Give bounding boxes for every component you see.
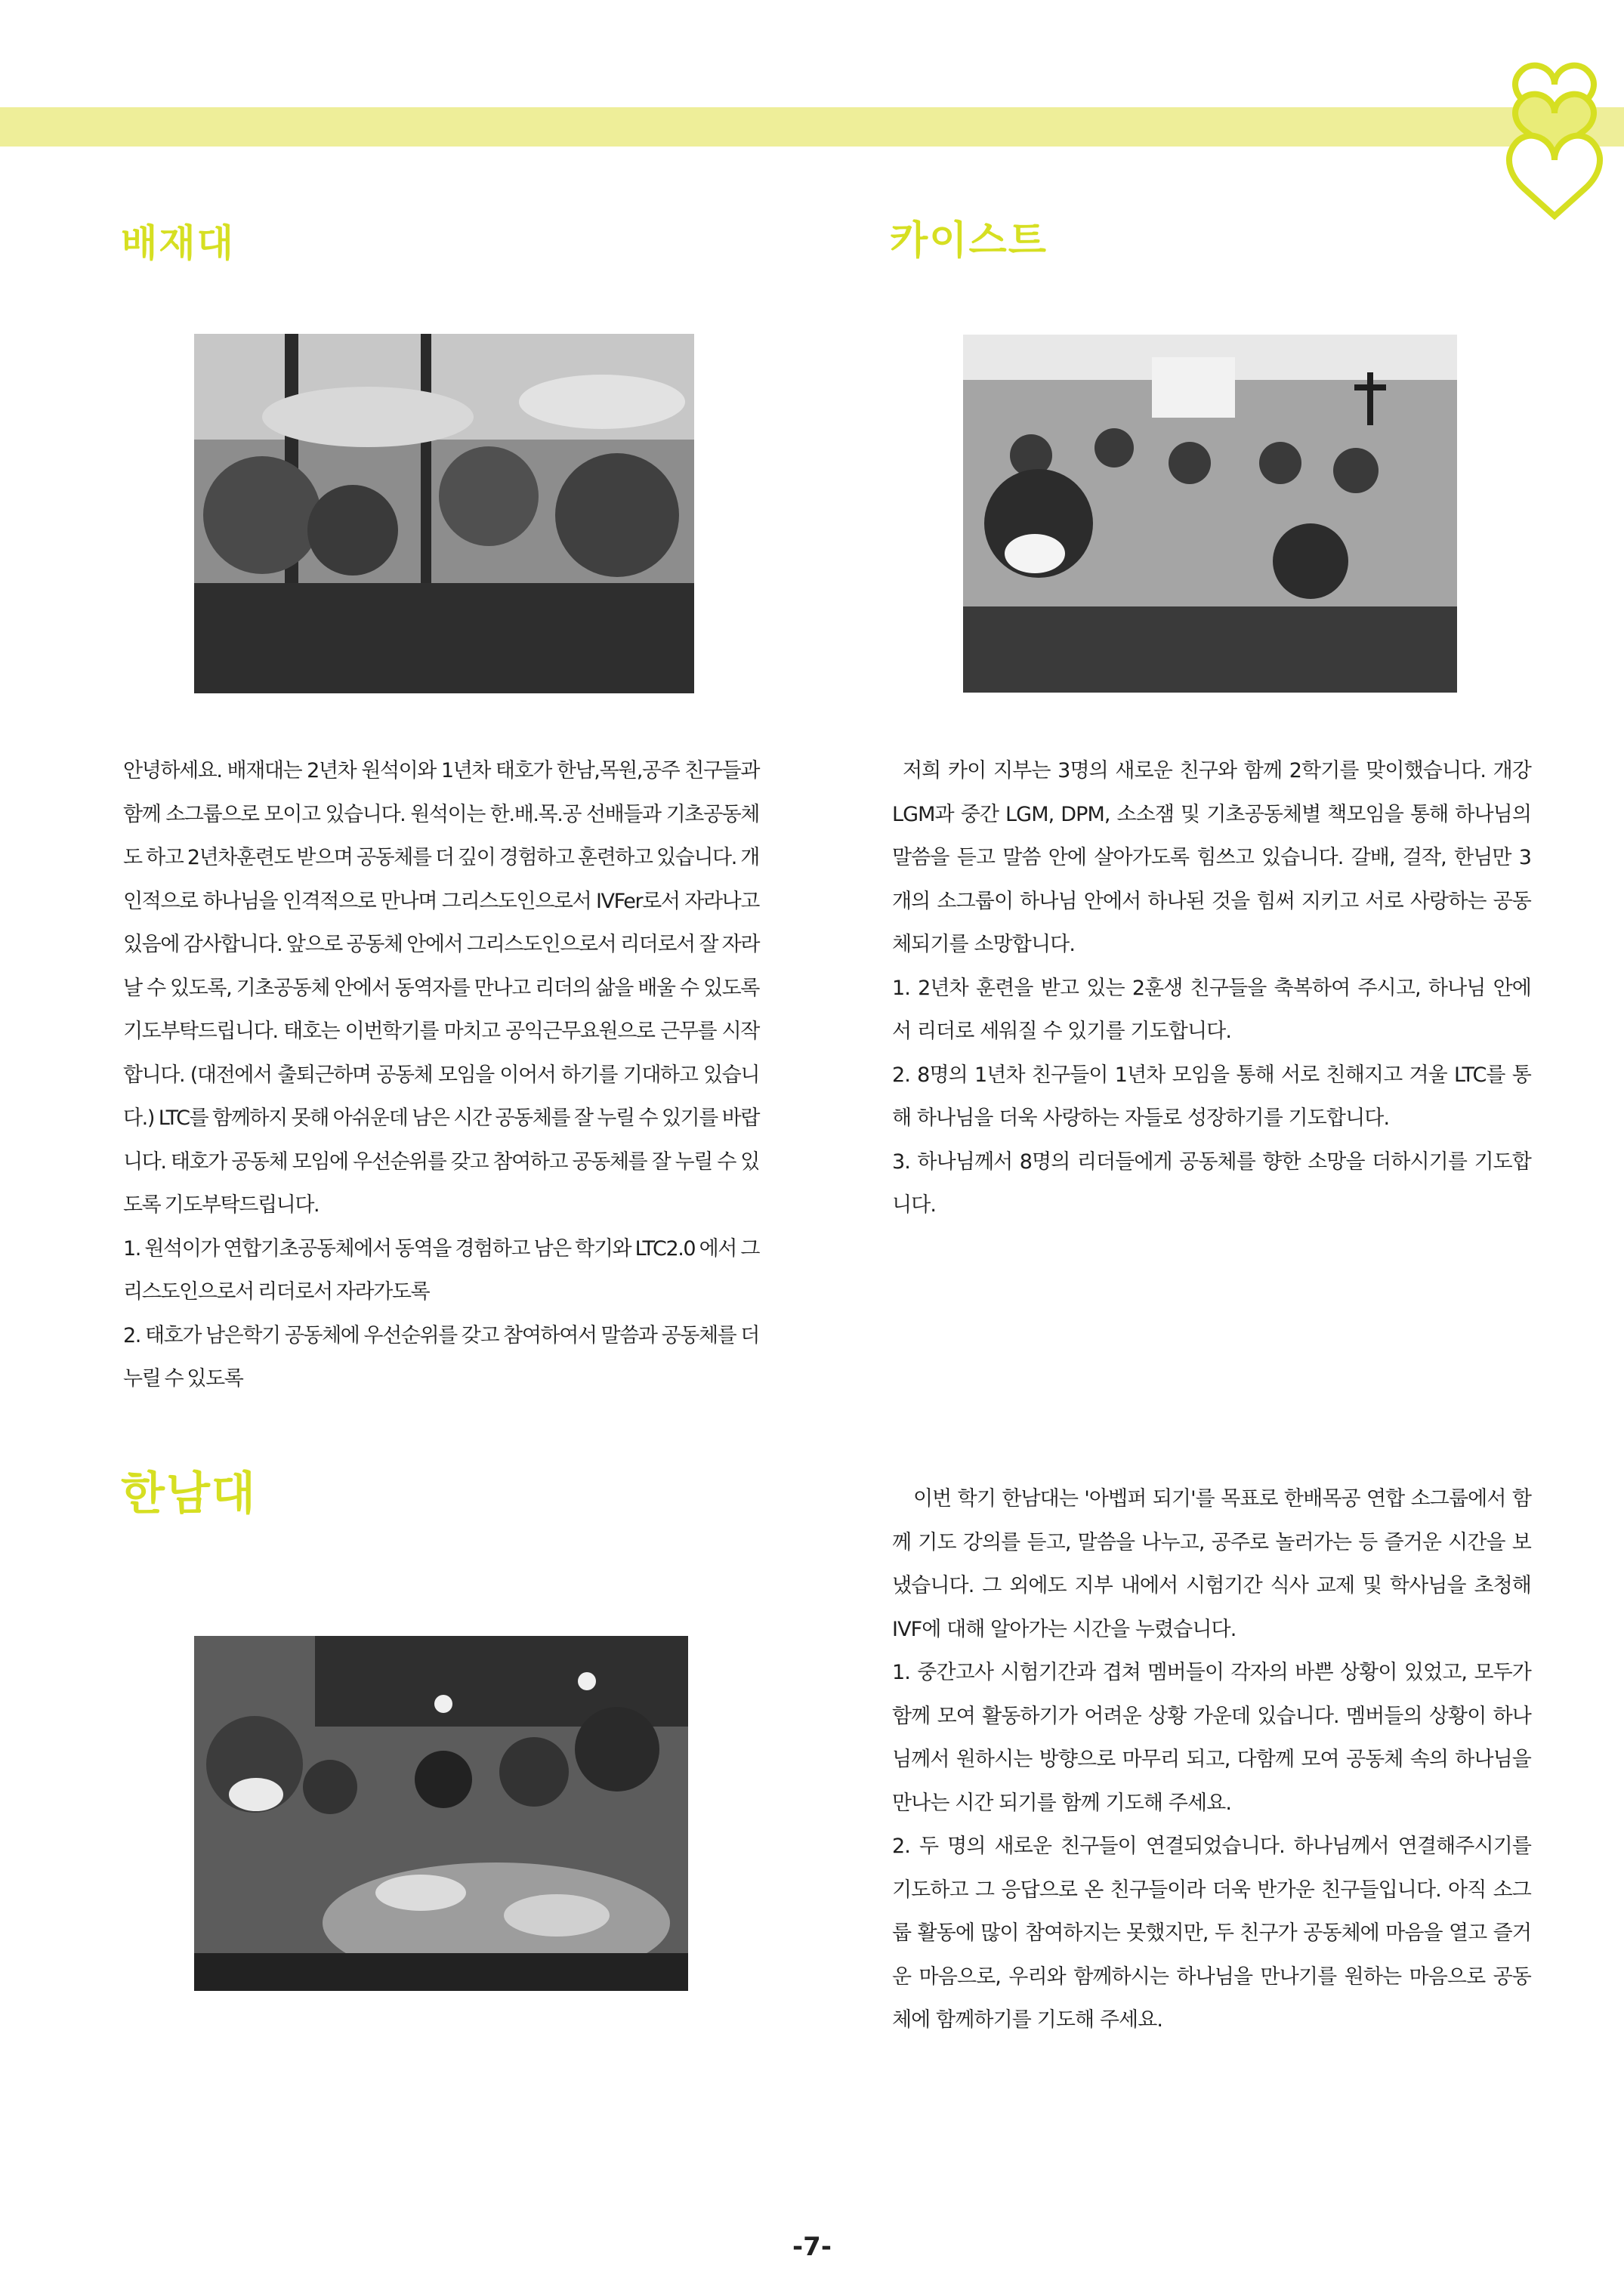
paragraph: 이번 학기 한남대는 '아벱퍼 되기'를 목표로 한배목공 연합 소그룹에서 함께 기도 강의를 듣고, 말씀을 나누고, 공주로 놀러가는 등 즐거운 시간을 보냈습니다. 그 외에도 지부 내에서 시험기간 식사 교제 및 학사님을 초청해 IVF에 대해 알아가는 시간을 누렸습니다. [892,1487,1531,1641]
top-accent-band [0,107,1624,147]
prayer-item: 1. 2년차 훈련을 받고 있는 2훈생 친구들을 축복하여 주시고, 하나님 안에서 리더로 세워질 수 있기를 기도합니다. [892,976,1531,1043]
section-heading-hannam: 한남대 [121,1467,257,1520]
group-photo-paejae [194,334,694,693]
group-photo-hannam [194,1636,688,1991]
body-text-paejae [123,749,759,1401]
body-text-hannam [892,1477,1531,2042]
prayer-item: 2. 8명의 1년차 친구들이 1년차 모임을 통해 서로 친해지고 겨울 LTC를 통해 하나님을 더욱 사랑하는 자들로 성장하기를 기도합니다. [892,1063,1531,1130]
paragraph: 안녕하세요. 배재대는 2년차 원석이와 1년차 태호가 한남,목원,공주 친구들과 함께 소그룹으로 모이고 있습니다. 원석이는 한.배.목.공 선배들과 기초공동체도 하고 2년차훈련도 받으며 공동체를 더 깊이 경험하고 훈련하고 있습니다. 개인적으로 하나님을 인격적으로 만나며 그리스도인으로서 IVFer로서 자라나고 있음에 감사합니다. 앞으로 공동체 안에서 그리스도인으로서 리더로서 잘 자라날 수 있도록, 기초공동체 안에서 동역자를 만나고 리더의 삶을 배울 수 있도록 기도부탁드립니다. 태호는 이번학기를 마치고 공익근무요원으로 근무를 시작합니다. (대전에서 출퇴근하며 공동체 모임을 이어서 하기를 기대하고 있습니다.) LTC를 함께하지 못해 아쉬운데 남은 시간 공동체를 잘 누릴 수 있기를 바랍니다. 태호가 공동체 모임에 우선순위를 갖고 참여하고 공동체를 잘 누릴 수 있도록 기도부탁드립니다. [123,759,759,1217]
group-photo-kaist [963,335,1457,693]
prayer-item: 1. 원석이가 연합기초공동체에서 동역을 경험하고 남은 학기와 LTC2.0 에서 그리스도인으로서 리더로서 자라가도록 [123,1236,759,1304]
section-heading-paejae: 배재대 [121,221,235,265]
paragraph: 저희 카이 지부는 3명의 새로운 친구와 함께 2학기를 맞이했습니다. 개강 LGM과 중간 LGM, DPM, 소소잼 및 기초공동체별 책모임을 통해 하나님의 말씀을 듣고 말씀 안에 살아가도록 힘쓰고 있습니다. 갈배, 걸작, 한님만 3개의 소그룹이 하나님 안에서 하나된 것을 힘써 지키고 서로 사랑하는 공동체되기를 소망합니다. [892,759,1531,956]
prayer-item: 2. 태호가 남은학기 공동체에 우선순위를 갖고 참여하여서 말씀과 공동체를 더 누릴 수 있도록 [123,1323,759,1390]
page-number: -7- [792,2232,832,2262]
prayer-item: 2. 두 명의 새로운 친구들이 연결되었습니다. 하나님께서 연결해주시기를 기도하고 그 응답으로 온 친구들이라 더욱 반가운 친구들입니다. 아직 소그룹 활동에 많이 참여하지는 못했지만, 두 친구가 공동체에 마음을 열고 즐거운 마음으로, 우리와 함께하시는 하나님을 만나기를 원하는 마음으로 공동체에 함께하기를 기도해 주세요. [892,1835,1531,2032]
hearts-icon [1503,54,1606,228]
body-text-kaist [892,749,1531,1227]
prayer-item: 3. 하나님께서 8명의 리더들에게 공동체를 향한 소망을 더하시기를 기도합니다. [892,1150,1531,1217]
section-heading-kaist: 카이스트 [890,218,1048,264]
prayer-item: 1. 중간고사 시험기간과 겹쳐 멤버들이 각자의 바쁜 상황이 있었고, 모두가 함께 모여 활동하기가 어려운 상황 가운데 있습니다. 멤버들의 상황이 하나님께서 원하시는 방향으로 마무리 되고, 다함께 모여 공동체 속의 하나님을 만나는 시간 되기를 함께 기도해 주세요. [892,1661,1531,1815]
